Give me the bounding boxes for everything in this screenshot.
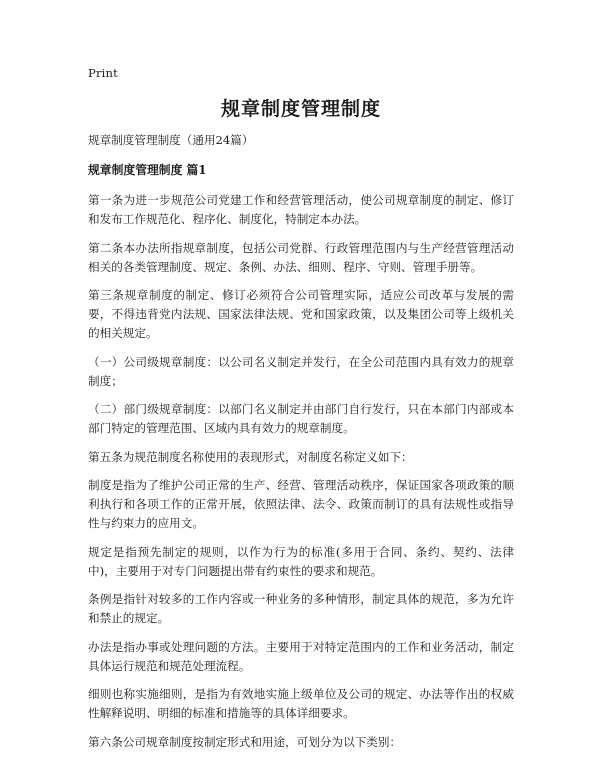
paragraph-definition-measure: 办法是指办事或处理问题的方法。主要用于对特定范围内的工作和业务活动，制定具体运行规范和规范处理流程。 [88,639,514,673]
print-label[interactable]: Print [88,66,118,80]
paragraph-definition-regulation: 规定是指预先制定的规则，以作为行为的标准(多用于合同、条约、契约、法律中)，主要用于对专门问题提出带有约束性的要求和规范。 [88,544,514,578]
paragraph-definition-rules: 细则也称实施细则，是指为有效地实施上级单位及公司的规定、办法等作出的权威性解释说明、明细的标准和措施等的具体详细要求。 [88,687,514,720]
paragraph-company-level: （一）公司级规章制度：以公司名义制定并发行，在全公司范围内具有效力的规章制度； [88,354,514,388]
section-heading: 规章制度管理制度 篇1 [88,163,207,177]
paragraph-article-3: 第三条规章制度的制定、修订必须符合公司管理实际，适应公司改革与发展的需要，不得违背党内法规、国家法律法规、党和国家政策，以及集团公司等上级机关的相关规定。 [88,288,514,340]
paragraph-article-2: 第二条本办法所指规章制度，包括公司党群、行政管理范围内与生产经营管理活动相关的各类管理制度、规定、条例、办法、细则、程序、守则、管理手册等。 [88,240,514,274]
paragraph-article-1: 第一条为进一步规范公司党建工作和经营管理活动，使公司规章制度的制定、修订和发布工作规范化、程序化、制度化，特制定本办法。 [88,193,514,226]
document-title: 规章制度管理制度 [220,98,381,120]
paragraph-article-5: 第五条为规范制度名称使用的表现形式，对制度名称定义如下： [88,449,413,464]
document-page [88,66,514,761]
paragraph-article-6: 第六条公司规章制度按制定形式和用途，可划分为以下类别： [88,734,402,749]
paragraph-department-level: （二）部门级规章制度：以部门名义制定并由部门自行发行，只在本部门内部或本部门特定的管理范围、区域内具有效力的规章制度。 [88,402,514,435]
paragraph-definition-system: 制度是指为了维护公司正常的生产、经营、管理活动秩序，保证国家各项政策的顺利执行和各项工作的正常开展，依照法律、法令、政策而制订的具有法规性或指导性与约束力的应用文。 [88,478,514,530]
paragraph-definition-ordinance: 条例是指针对较多的工作内容或一种业务的多种情形，制定具体的规范，多为允许和禁止的规定。 [88,592,514,625]
document-subtitle: 规章制度管理制度（通用24篇） [88,133,254,147]
